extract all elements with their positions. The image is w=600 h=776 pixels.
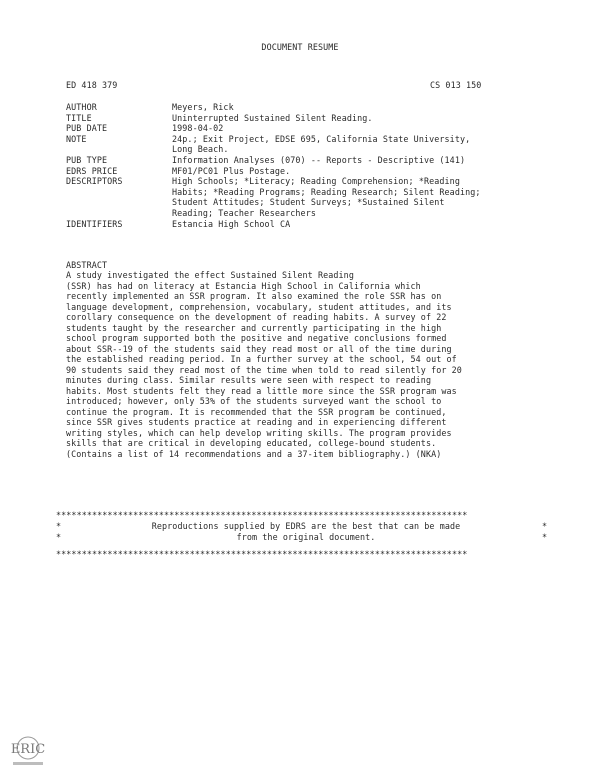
field-row bbox=[66, 102, 546, 113]
notice-line bbox=[56, 521, 556, 532]
eric-logo-icon bbox=[10, 734, 46, 770]
field-row bbox=[66, 123, 546, 134]
field-label: EDRS PRICE bbox=[66, 165, 118, 176]
field-value: 1998-04-02 bbox=[172, 123, 224, 134]
field-value: High Schools; *Literacy; Reading Comprehension; *Reading Habits; *Reading Programs; Reading Research; Silent Reading; Student Attitudes; Student Surveys; *Sustained Silent Reading; Teacher Researchers bbox=[172, 176, 481, 218]
notice-text: Reproductions supplied by EDRS are the best that can be made bbox=[151, 521, 461, 531]
field-label: PUB DATE bbox=[66, 123, 108, 134]
metadata-table bbox=[66, 102, 546, 229]
notice-line bbox=[56, 532, 556, 543]
ed-number: ED 418 379 bbox=[66, 80, 118, 90]
svg-text:ERIC: ERIC bbox=[10, 742, 46, 757]
field-label: AUTHOR bbox=[66, 102, 97, 112]
field-row bbox=[66, 219, 546, 230]
field-row bbox=[66, 155, 546, 166]
notice-text: from the original document. bbox=[236, 532, 376, 542]
field-value: Uninterrupted Sustained Silent Reading. bbox=[172, 112, 373, 123]
star-border-bottom: ******************************************************************************** bbox=[56, 549, 468, 559]
field-label: NOTE bbox=[66, 133, 87, 144]
field-value: MF01/PC01 Plus Postage. bbox=[172, 165, 291, 176]
field-value: 24p.; Exit Project, EDSE 695, California State University, Long Beach. bbox=[172, 133, 471, 155]
reproduction-notice bbox=[56, 521, 556, 543]
abstract-text: A study investigated the effect Sustained Silent Reading (SSR) has had on literacy at Estancia High School in California which recently implemented an SSR program. It also examined the role SSR has on language development, comprehension, vocabulary, student attitudes, and its corollary consequence on the development of reading habits. A survey of 22 students taught by the researcher and currently participating in the high school program supported both the positive and negative conclusions formed about SSR--19 of the students said they read most or all of the time during the established reading period. In a further survey at the school, 54 out of 90 students said they read most of the time when told to read silently for 20 minutes during class. Similar results were seen with respect to reading habits. Most students felt they read a little more since the SSR program was introduced; however, only 53% of the students surveyed want the school to continue the program. It is recommended that the SSR program be continued, since SSR gives students practice at reading and in experiencing different writing styles, which can help develop writing skills. The program provides skills that are critical in developing educated, college-bound students. (Contains a list of 14 recommendations and a 37-item bibliography.) (NKA) bbox=[66, 270, 462, 459]
abstract-heading: ABSTRACT bbox=[66, 260, 108, 270]
field-row bbox=[66, 166, 546, 177]
star-edge: * bbox=[56, 521, 62, 531]
document-title: DOCUMENT RESUME bbox=[261, 42, 339, 52]
star-border-top: ******************************************************************************** bbox=[56, 510, 468, 520]
field-row bbox=[66, 113, 546, 124]
star-edge: * bbox=[542, 521, 548, 531]
field-value: Estancia High School CA bbox=[172, 218, 291, 229]
field-label: IDENTIFIERS bbox=[66, 218, 123, 229]
field-label: DESCRIPTORS bbox=[66, 176, 123, 187]
cs-number: CS 013 150 bbox=[430, 80, 482, 90]
field-row bbox=[66, 176, 546, 218]
star-edge: * bbox=[56, 532, 62, 542]
field-row bbox=[66, 134, 546, 155]
field-label: TITLE bbox=[66, 112, 92, 123]
field-label: PUB TYPE bbox=[66, 154, 108, 165]
field-value: Information Analyses (070) -- Reports - Descriptive (141) bbox=[172, 154, 466, 165]
field-value: Meyers, Rick bbox=[172, 102, 234, 112]
star-edge: * bbox=[542, 532, 548, 542]
